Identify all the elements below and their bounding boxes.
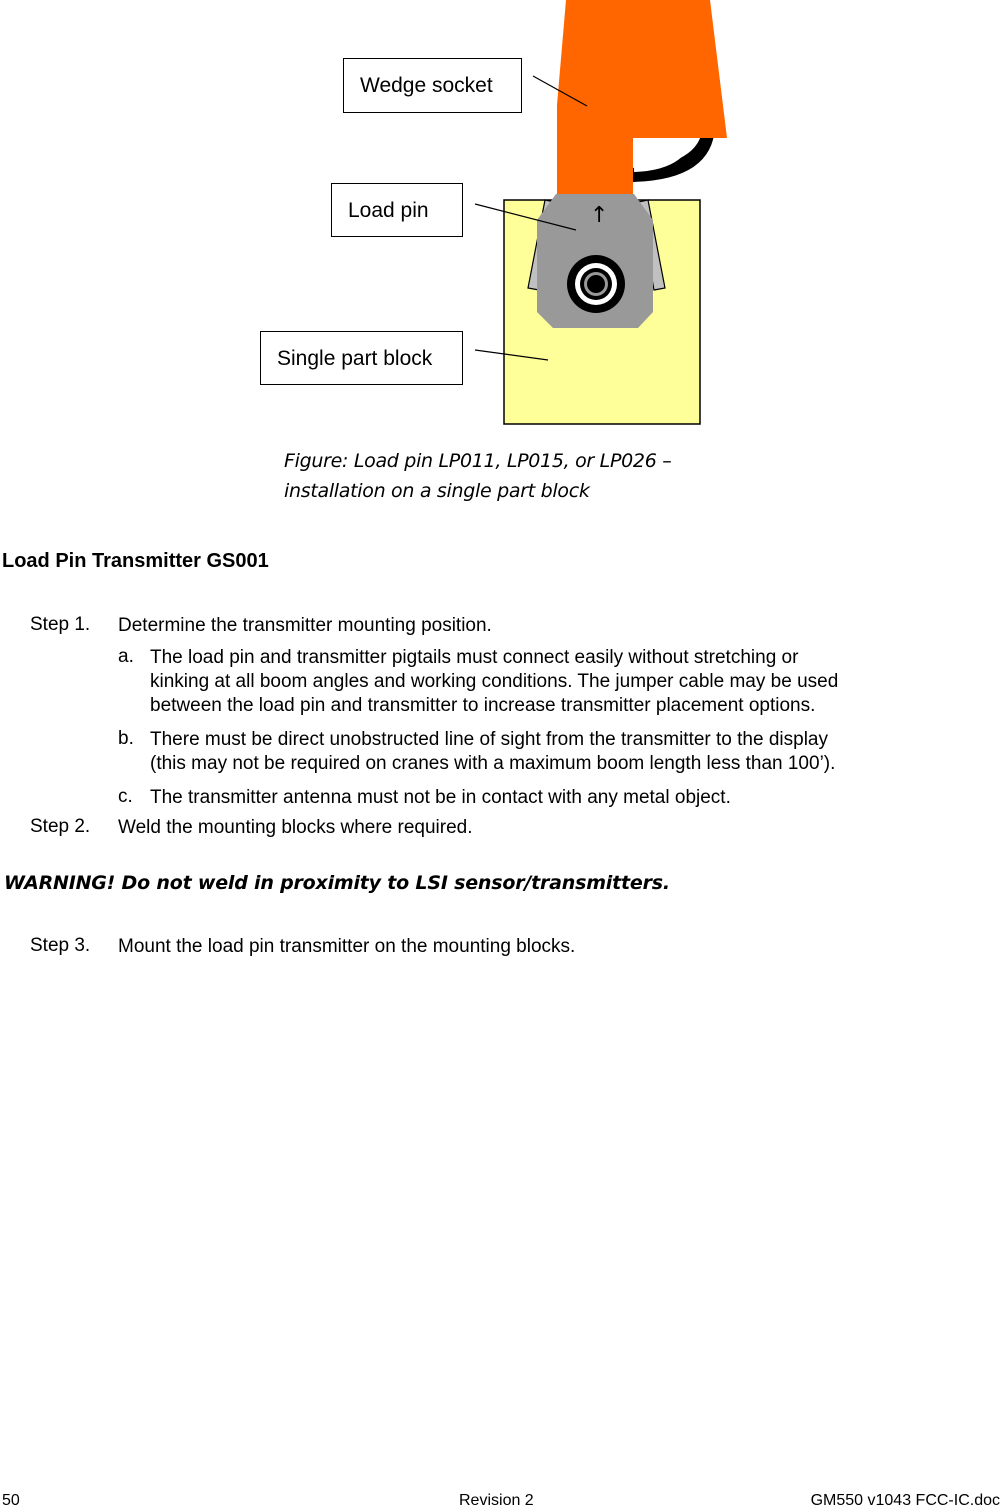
item-a-line: between the load pin and transmitter to increase transmitter placement options. bbox=[150, 695, 816, 716]
step-2-label: Step 2. bbox=[30, 816, 91, 837]
figure-caption bbox=[284, 446, 804, 506]
step-2-text: Weld the mounting blocks where required. bbox=[118, 817, 473, 838]
item-c-label: c. bbox=[118, 786, 133, 807]
step-1-label: Step 1. bbox=[30, 614, 91, 635]
revision-label: Revision 2 bbox=[459, 1492, 534, 1509]
wedge-socket-label: Wedge socket bbox=[343, 58, 522, 113]
item-b-label: b. bbox=[118, 728, 134, 749]
item-b-line: (this may not be required on cranes with a maximum boom length less than 100’). bbox=[150, 753, 836, 774]
figure-caption-line: Figure: Load pin LP011, LP015, or LP026 – bbox=[284, 450, 672, 472]
item-b-line: There must be direct unobstructed line of sight from the transmitter to the display bbox=[150, 729, 828, 750]
item-c-line: The transmitter antenna must not be in contact with any metal object. bbox=[150, 787, 731, 808]
item-a-line: kinking at all boom angles and working conditions. The jumper cable may be used bbox=[150, 671, 839, 692]
single-part-block-label: Single part block bbox=[260, 331, 463, 385]
warning-text: WARNING! Do not weld in proximity to LSI sensor/transmitters. bbox=[4, 872, 670, 894]
step-3-text: Mount the load pin transmitter on the mounting blocks. bbox=[118, 936, 576, 957]
step-3-label: Step 3. bbox=[30, 935, 91, 956]
page-number: 50 bbox=[2, 1492, 20, 1509]
document-name: GM550 v1043 FCC-IC.doc bbox=[810, 1492, 1000, 1509]
item-a-label: a. bbox=[118, 646, 134, 667]
item-a-line: The load pin and transmitter pigtails must connect easily without stretching or bbox=[150, 647, 799, 668]
section-heading: Load Pin Transmitter GS001 bbox=[2, 550, 269, 572]
figure-caption-line: installation on a single part block bbox=[284, 480, 590, 502]
pin-center bbox=[587, 275, 605, 293]
load-pin-label: Load pin bbox=[331, 183, 463, 237]
arrow-up-icon: ↑ bbox=[590, 203, 609, 228]
step-1-text: Determine the transmitter mounting position. bbox=[118, 615, 492, 636]
